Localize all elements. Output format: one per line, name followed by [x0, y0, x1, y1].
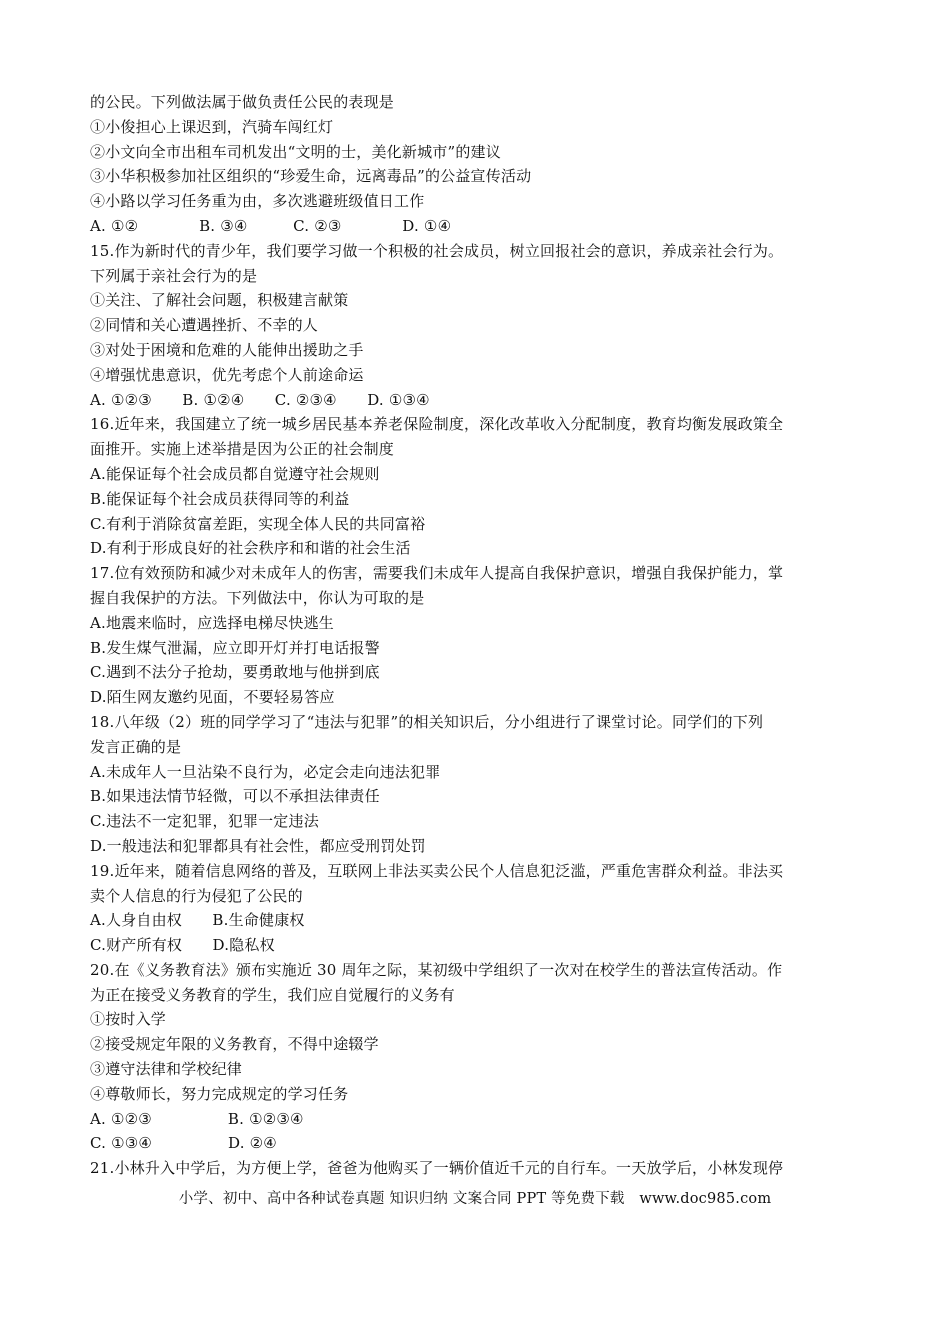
- answer-options: C. ①③④ D. ②④: [90, 1134, 277, 1153]
- option-a: A.地震来临时，应选择电梯尽快逃生: [90, 613, 335, 632]
- option-b: B.如果违法情节轻微，可以不承担法律责任: [90, 787, 380, 806]
- text-line: 发言正确的是: [90, 737, 182, 756]
- option-c: C.有利于消除贫富差距，实现全体人民的共同富裕: [90, 514, 426, 533]
- option-d: D.陌生网友邀约见面，不要轻易答应: [90, 688, 335, 707]
- option-c: C.违法不一定犯罪，犯罪一定违法: [90, 812, 319, 831]
- text-line: ④小路以学习任务重为由，多次逃避班级值日工作: [90, 192, 425, 211]
- question-21: 21.小林升入中学后，为方便上学，爸爸为他购买了一辆价值近千元的自行车。一天放学后，小林发现停: [90, 1159, 784, 1178]
- option-a: A.能保证每个社会成员都自觉遵守社会规则: [90, 464, 380, 483]
- page-footer: 小学、初中、高中各种试卷真题 知识归纳 文案合同 PPT 等免费下载 www.doc985.com: [178, 1191, 772, 1207]
- option-b: B.发生煤气泄漏，应立即开灯并打电话报警: [90, 638, 380, 657]
- text-line: ①小俊担心上课迟到，汽骑车闯红灯: [90, 117, 334, 136]
- question-19: 19.近年来，随着信息网络的普及，互联网上非法买卖公民个人信息犯泛滥，严重危害群众利益。非法买: [90, 861, 784, 880]
- text-line: 的公民。下列做法属于做负责任公民的表现是: [90, 93, 395, 111]
- text-line: 卖个人信息的行为侵犯了公民的: [90, 886, 303, 905]
- question-15: 15.作为新时代的青少年，我们要学习做一个积极的社会成员，树立回报社会的意识，养成亲社会行为。: [90, 241, 784, 260]
- exam-content: [90, 90, 870, 1181]
- option-c: C.遇到不法分子抢劫，要勇敢地与他拼到底: [90, 663, 380, 682]
- question-18: 18.八年级（2）班的同学学习了“违法与犯罪”的相关知识后，分小组进行了课堂讨论。同学们的下列: [90, 712, 764, 731]
- text-line: ③遵守法律和学校纪律: [90, 1060, 243, 1079]
- answer-options: C.财产所有权 D.隐私权: [90, 936, 275, 955]
- text-line: ②小文向全市出租车司机发出“文明的士，美化新城市”的建议: [90, 142, 501, 161]
- option-a: A.未成年人一旦沾染不良行为，必定会走向违法犯罪: [90, 762, 441, 781]
- text-line: 为正在接受义务教育的学生，我们应自觉履行的义务有: [90, 985, 455, 1004]
- option-d: D.一般违法和犯罪都具有社会性，都应受刑罚处罚: [90, 836, 426, 855]
- text-line: ②接受规定年限的义务教育，不得中途辍学: [90, 1035, 379, 1054]
- text-line: ③对处于困境和危难的人能伸出援助之手: [90, 340, 364, 359]
- text-line: ①按时入学: [90, 1010, 167, 1029]
- text-line: ①关注、了解社会问题，积极建言献策: [90, 291, 349, 310]
- answer-options: A.人身自由权 B.生命健康权: [90, 911, 305, 930]
- text-line: ④增强忧患意识，优先考虑个人前途命运: [90, 365, 364, 384]
- text-line: 握自我保护的方法。下列做法中，你认为可取的是: [90, 588, 425, 607]
- question-17: 17.位有效预防和减少对未成年人的伤害，需要我们未成年人提高自我保护意识，增强自我保护能力，掌: [90, 564, 784, 583]
- text-line: 面推开。实施上述举措是因为公正的社会制度: [90, 440, 395, 459]
- question-16: 16.近年来，我国建立了统一城乡居民基本养老保险制度，深化改革收入分配制度，教育均衡发展政策全: [90, 415, 784, 434]
- text-line: ④尊敬师长，努力完成规定的学习任务: [90, 1084, 349, 1103]
- answer-options: A. ①② B. ③④ C. ②③ D. ①④: [90, 216, 452, 235]
- text-line: 下列属于亲社会行为的是: [90, 266, 258, 285]
- option-b: B.能保证每个社会成员获得同等的利益: [90, 489, 350, 508]
- option-d: D.有利于形成良好的社会秩序和和谐的社会生活: [90, 539, 411, 558]
- text-line: ③小华积极参加社区组织的“珍爱生命，远离毒品”的公益宣传活动: [90, 167, 532, 186]
- question-20: 20.在《义务教育法》颁布实施近 30 周年之际，某初级中学组织了一次对在校学生的普法宣传活动。作: [90, 960, 783, 979]
- answer-options: A. ①②③ B. ①②③④: [90, 1109, 304, 1128]
- answer-options: A. ①②③ B. ①②④ C. ②③④ D. ①③④: [90, 390, 430, 409]
- text-line: ②同情和关心遭遇挫折、不幸的人: [90, 316, 319, 335]
